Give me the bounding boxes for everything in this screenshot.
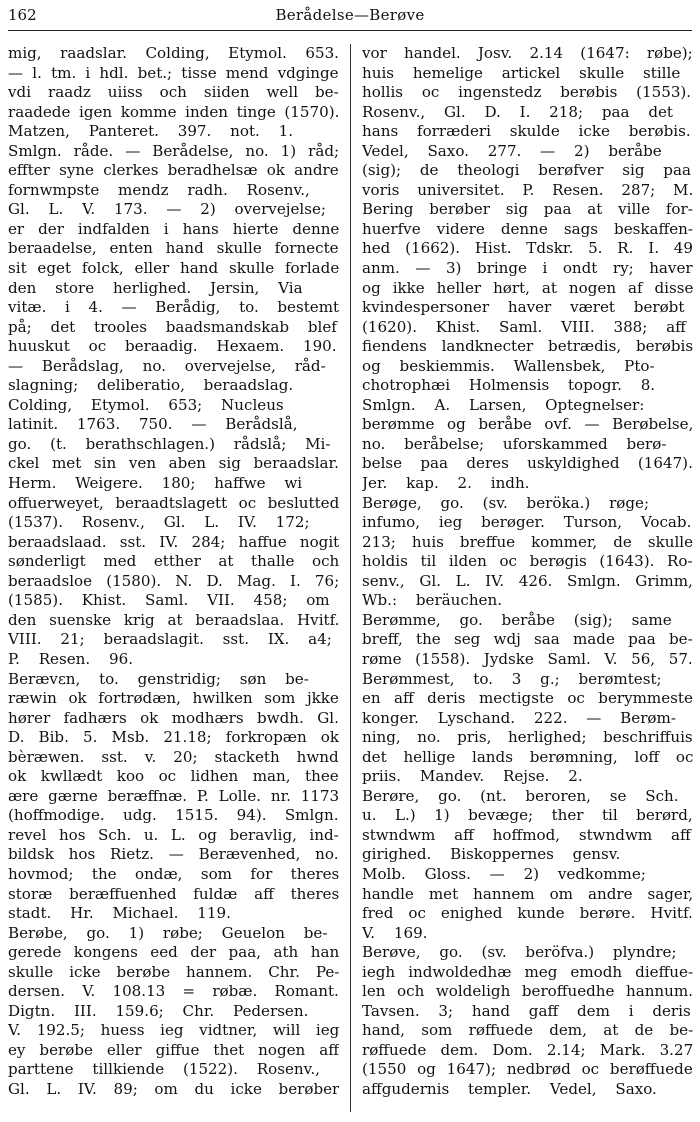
text-line: Gl. L. V. 173. — 2) overvejelse; [8,200,326,219]
text-line: Berømmest, to. 3 g.; berømtest; [362,669,662,688]
text-line: latinit. 1763. 750. — Berådslå, [8,415,298,434]
text-line: V. 169. [362,923,428,942]
text-line: bildsk hos Rietz. — Berævenhed, no. [8,845,339,864]
text-line: huerfve videre denne sags beskaffen- [362,219,693,238]
text-line: ning, no. pris, herlighed; beschriffuis [362,728,693,747]
text-line: ckel met sin ven aben sig beraadslar. [8,454,339,473]
text-line: ey berøbe eller giffue thet nogen aff [8,1040,339,1059]
text-line: ok kwllædt koo oc lidhen man, thee [8,767,339,786]
text-line: priis. Mandev. Rejse. 2. [362,767,583,786]
text-line: parttene tillkiende (1522). Rosenv., [8,1060,320,1079]
text-line: voris universitet. P. Resen. 287; M. [362,180,693,199]
text-line: og beskiemmis. Wallensbek, Pto- [362,356,655,375]
text-line: bèræwen. sst. v. 20; stacketh hwnd [8,747,339,766]
text-line: (1550 og 1647); nedbrød oc berøffuede [362,1060,693,1079]
text-line: chotrophæi Holmensis topogr. 8. [362,376,656,395]
text-line: len och woldeligh beroffuedhe hannum. [362,982,693,1001]
text-line: (1620). Khist. Saml. VIII. 388; aff [362,317,686,336]
text-line: sønderligt med etther at thalle och [8,552,339,571]
text-line: (hoffmodige. udg. 1515. 94). Smlgn. [8,806,339,825]
text-line: fiendens landknecter betrædis, berøbis [362,337,693,356]
text-line: Wb.: beräuchen. [362,591,503,610]
text-line: Berøve, go. (sv. beröfva.) plyndre; [362,943,677,962]
page-header [8,2,692,28]
text-line: hollis oc ingenstedz berøbis (1553). [362,83,692,102]
text-line: D. Bib. 5. Msb. 21.18; forkropæn ok [8,728,339,747]
text-line: dersen. V. 108.13 = røbæ. Romant. [8,982,339,1001]
text-line: den suenske krig at beraadslaa. Hvitf. [8,610,339,629]
text-line: på; det trooles baadsmandskab blef [8,317,337,336]
text-line: Rosenv., Gl. D. I. 218; paa det [362,102,673,121]
text-line: u. L.) 1) bevæge; ther til berørd, [362,806,693,825]
text-line: belse paa deres uskyldighed (1647). [362,454,693,473]
text-line: storæ beræffuenhed fuldæ aff theres [8,884,339,903]
text-line: slagning; deliberatio, beraadslag. [8,376,294,395]
text-line: vitæ. i 4. — Berådig, to. bestemt [8,298,339,317]
text-line: Berøge, go. (sv. beröka.) røge; [362,493,650,512]
text-line: er der indfalden i hans hierte denne [8,219,339,238]
text-line: handle met hannem om andre sager, [362,884,693,903]
text-line: (sig); de theologi berøfver sig paa [362,161,691,180]
page-number: 162 [8,6,37,24]
text-line: offuerweyet, beraadtslagett oc beslutted [8,493,339,512]
text-line: berømme og beråbe ovf. — Berøbelse, [362,415,693,434]
text-line: Vedel, Saxo. 277. — 2) beråbe [362,141,662,160]
text-line: beraadsloe (1580). N. D. Mag. I. 76; [8,571,339,590]
text-line: raadede igen komme inden tinge (1570). [8,102,339,121]
text-line: holdis til ilden oc berøgis (1643). Ro- [362,552,693,571]
text-line: beraadslaad. sst. IV. 284; haffue nogit [8,532,339,551]
text-line: Berømme, go. beråbe (sig); same [362,610,672,629]
text-line: Smlgn. råde. — Berådelse, no. 1) råd; [8,141,339,160]
header-rule [8,30,692,31]
text-line: huis hemelige artickel skulle stille [362,63,681,82]
text-line: Berøbe, go. 1) røbe; Geuelon be- [8,923,328,942]
text-line: Jer. kap. 2. indh. [362,474,530,493]
text-line: — Berådslag, no. overvejelse, råd- [8,356,326,375]
text-line: affgudernis templer. Vedel, Saxo. [362,1079,657,1098]
text-line: Smlgn. A. Larsen, Optegnelser: [362,395,645,414]
text-line: Herm. Weigere. 180; haffwe wi [8,474,303,493]
text-line: røme (1558). Jydske Saml. V. 56, 57. [362,649,693,668]
text-line: 213; huis breffue kommer, de skulle [362,532,693,551]
text-line: no. beråbelse; uforskammed berø- [362,434,667,453]
text-line: fred oc enighed kunde berøre. Hvitf. [362,904,693,923]
text-line: sit eget folck, eller hand skulle forlade [8,259,339,278]
text-line: — l. tm. i hdl. bet.; tisse mend vdginge [8,63,339,82]
text-line: skulle icke berøbe hannem. Chr. Pe- [8,962,339,981]
text-line: Berævεn, to. genstridig; søn be- [8,669,309,688]
text-line: infumo, ieg berøger. Turson, Vocab. [362,513,692,532]
text-line: ære gærne beræffnæ. P. Lolle. nr. 1173 [8,786,339,805]
text-line: det hellige lands berømning, loff oc [362,747,693,766]
text-line: Colding, Etymol. 653; Nucleus [8,395,284,414]
right-column [362,44,693,1100]
text-line: og ikke heller hørt, at nogen af disse [362,278,693,297]
text-line: (1585). Khist. Saml. VII. 458; om [8,591,330,610]
text-line: Matzen, Panteret. 397. not. 1. [8,122,294,141]
text-line: P. Resen. 96. [8,649,133,668]
text-line: huuskut oc beraadig. Hexaem. 190. [8,337,337,356]
text-line: konger. Lyschand. 222. — Berøm- [362,708,676,727]
text-line: iegh indwoldedhæ meg emodh dieffue- [362,962,693,981]
text-line: Berøre, go. (nt. beroren, se Sch. [362,786,679,805]
text-line: hovmod; the ondæ, som for theres [8,864,339,883]
text-line: Molb. Gloss. — 2) vedkomme; [362,864,646,883]
text-line: røffuede dem. Dom. 2.14; Mark. 3.27 [362,1040,693,1059]
column-divider [350,44,351,1112]
text-line: den store herlighed. Jersin, Via [8,278,303,297]
text-line: Gl. L. IV. 89; om du icke berøber [8,1079,339,1098]
text-line: fornwmpste mendz radh. Rosenv., [8,180,310,199]
text-line: hører fadhærs ok modhærs bwdh. Gl. [8,708,339,727]
text-line: effter syne clerkes beradhelsæ ok andre [8,161,339,180]
text-line: Bering berøber sig paa at ville for- [362,200,693,219]
text-line: kvindespersoner haver været berøbt [362,298,685,317]
text-line: stwndwm aff hoffmod, stwndwm aff [362,825,691,844]
text-line: VIII. 21; beraadslagit. sst. IX. a4; [8,630,332,649]
left-column [8,44,339,1100]
text-line: breff, the seg wdj saa made paa be- [362,630,693,649]
text-line: V. 192.5; huess ieg vidtner, will ieg [8,1021,339,1040]
text-line: Tavsen. 3; hand gaff dem i deris [362,1001,691,1020]
text-line: en aff deris mectigste oc berymmeste [362,689,693,708]
text-line: hed (1662). Hist. Tdskr. 5. R. I. 49 [362,239,693,258]
text-line: girighed. Biskoppernes gensv. [362,845,621,864]
text-line: revel hos Sch. u. L. og beravlig, ind- [8,825,339,844]
text-line: anm. — 3) bringe i ondt ry; haver [362,259,693,278]
text-line: mig, raadslar. Colding, Etymol. 653. [8,44,339,62]
text-line: beraadelse, enten hand skulle fornecte [8,239,339,258]
text-line: stadt. Hr. Michael. 119. [8,904,231,923]
text-line: vdi raadz uiiss och siiden well be- [8,83,339,102]
text-line: vor handel. Josv. 2.14 (1647: røbe); [362,44,693,62]
text-line: go. (t. berathschlagen.) rådslå; Mi- [8,434,331,453]
text-line: ræwin ok fortrødæn, hwilken som jkke [8,689,339,708]
running-head: Berådelse—Berøve [275,6,425,24]
text-line: gerede kongens eed der paa, ath han [8,943,339,962]
text-line: hans forræderi skulde icke berøbis. [362,122,691,141]
text-line: (1537). Rosenv., Gl. L. IV. 172; [8,513,310,532]
text-line: senv., Gl. L. IV. 426. Smlgn. Grimm, [362,571,693,590]
text-line: Digtn. III. 159.6; Chr. Pedersen. [8,1001,309,1020]
text-line: hand, som røffuede dem, at de be- [362,1021,693,1040]
